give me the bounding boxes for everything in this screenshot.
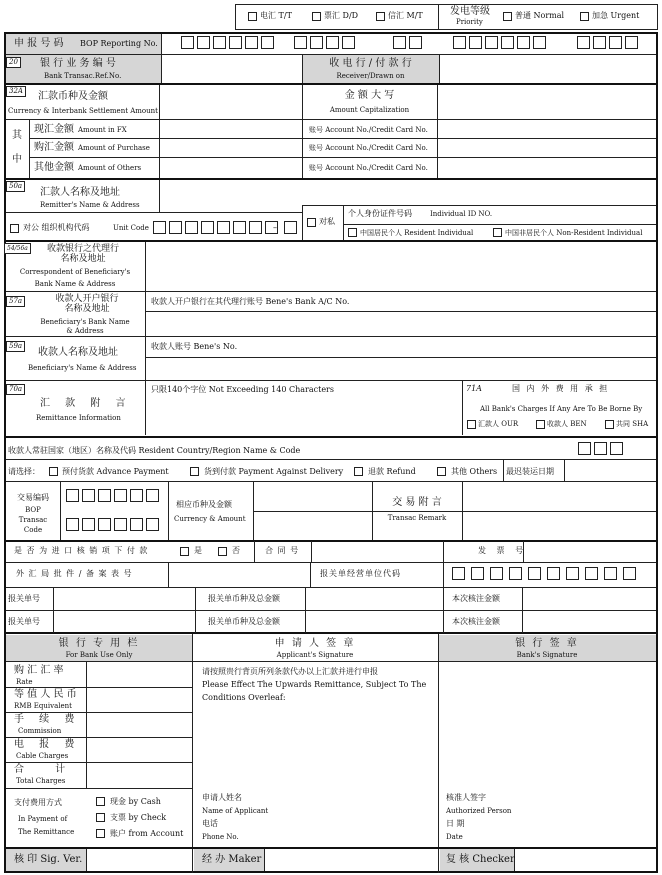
correspondent-l1: 收款银行之代理行	[46, 244, 119, 254]
individual-id-en: Individual ID NO.	[430, 210, 493, 218]
field-59a-tag: 59a	[6, 341, 25, 352]
field-71a-tag: 71A	[466, 384, 482, 393]
correspondent-en2: Bank Name & Address	[34, 280, 116, 288]
others-amount-label: 其他金额	[34, 162, 74, 173]
dd-label: 票汇 D/D	[324, 11, 359, 20]
others-account-label: 账号 Account No./Credit Card No.	[309, 164, 428, 172]
transac-code-2-boxes[interactable]	[66, 518, 159, 531]
bop-reporting-boxes[interactable]	[181, 36, 274, 49]
latest-shipment-label: 最迟装运日期	[506, 467, 554, 476]
rate-en: Rate	[16, 678, 33, 686]
receiver-label: 收 电 行 / 付 款 行	[329, 58, 412, 69]
sha-checkbox[interactable]	[605, 420, 614, 429]
correspondent-en1: Correspondent of Beneficiary's	[19, 268, 131, 276]
transac-remark-en: Transac Remark	[387, 514, 447, 522]
correspondent-l2: 名称及地址	[60, 254, 106, 264]
normal-checkbox[interactable]	[503, 12, 512, 21]
advance-checkbox[interactable]	[49, 467, 58, 476]
sha-label: 共同 SHA	[616, 420, 649, 428]
refund-checkbox[interactable]	[354, 467, 363, 476]
cable-label: 电 报 费	[14, 739, 81, 750]
private-checkbox[interactable]	[307, 218, 316, 227]
total-label: 合 计	[14, 764, 80, 775]
checker-label: 复 核 Checker	[446, 854, 515, 865]
rate-label: 购 汇 汇 率	[14, 665, 64, 676]
phone-en: Phone No.	[202, 833, 239, 841]
country-code-boxes[interactable]	[578, 442, 623, 455]
applicant-name-en: Name of Applicant	[202, 807, 269, 815]
urgent-label: 加急 Urgent	[592, 11, 640, 20]
bop-reporting-en: BOP Reporting No.	[80, 39, 158, 48]
charges-label: 国 内 外 费 用 承 担	[512, 384, 610, 393]
sig-verify-label: 核 印 Sig. Ver.	[14, 854, 83, 865]
field-70a-tag: 70a	[6, 384, 25, 395]
choose-label: 请选择：	[8, 467, 40, 476]
resident-label: 中国居民个人 Resident Individual	[360, 229, 474, 237]
phone-label: 电话	[202, 819, 218, 828]
others-amount-en: Amount of Others	[78, 164, 142, 172]
corporate-checkbox[interactable]	[10, 224, 19, 233]
normal-label: 普通 Normal	[515, 11, 565, 20]
cash-label: 现金 by Cash	[110, 797, 161, 806]
purchase-label: 购汇金额	[34, 142, 74, 153]
import-question: 是 否 为 进 口 核 销 项 下 付 款	[14, 546, 149, 555]
fx-en: Amount in FX	[78, 126, 127, 134]
char-limit-label: 只限140个字位 Not Exceeding 140 Characters	[151, 385, 334, 394]
maker-label: 经 办 Maker	[202, 854, 262, 865]
bene-bank-en2: & Address	[66, 327, 104, 335]
applicant-sig-en: Applicant's Signature	[276, 651, 354, 659]
ben-label: 收款人 BEN	[547, 420, 587, 428]
purchase-account-label: 账号 Account No./Credit Card No.	[309, 144, 428, 152]
unit-code-boxes[interactable]	[153, 221, 278, 234]
remittance-info-en: Remittance Information	[36, 414, 121, 422]
transac-label: Transac	[18, 516, 48, 524]
fx-account-label: 账号 Account No./Credit Card No.	[309, 126, 428, 134]
commission-label: 手 续 费	[14, 714, 81, 725]
payment-en1: In Payment of	[18, 815, 68, 823]
receiver-en: Receiver/Drawn on	[336, 72, 405, 80]
yes-checkbox[interactable]	[180, 547, 189, 556]
field-57a-tag: 57a	[6, 296, 25, 307]
currency-amount-label: 汇款币种及金额	[38, 91, 108, 102]
account-checkbox[interactable]	[96, 829, 105, 838]
currency-amount-en-2: Currency & Amount	[174, 515, 246, 523]
authorized-en: Authorized Person	[446, 807, 512, 815]
write-off-label-2: 本次核注金额	[452, 617, 500, 626]
fx-label: 现汇金额	[34, 124, 74, 135]
invoice-label: 发 票 号	[478, 546, 528, 555]
account-label: 账户 from Account	[110, 829, 184, 838]
tt-label: 电汇 T/T	[260, 11, 292, 20]
transac-remark-cn: 交 易 附 言	[392, 497, 442, 508]
urgent-checkbox[interactable]	[580, 12, 589, 21]
bene-bank-account-label: 收款人开户银行在其代理行账号 Bene's Bank A/C No.	[151, 297, 350, 306]
contract-label: 合 同 号	[265, 546, 300, 555]
beneficiary-account-label: 收款人账号 Bene's No.	[151, 342, 238, 351]
field-20-tag: 20	[6, 57, 21, 68]
others-label: 其他 Others	[451, 467, 498, 476]
rmb-en: RMB Equivalent	[14, 702, 72, 710]
bene-bank-l2: 名称及地址	[64, 304, 110, 314]
bene-bank-l1: 收款人开户银行	[55, 294, 119, 304]
others-checkbox[interactable]	[437, 467, 446, 476]
customs-no-label-1: 报关单号	[8, 594, 40, 603]
applicant-instruction-en1: Please Effect The Upwards Remittance, Subject To The	[202, 680, 427, 689]
payment-en2: The Remittance	[18, 828, 75, 836]
priority-en: Priority	[456, 18, 483, 26]
remitter-en: Remitter's Name & Address	[40, 201, 140, 209]
amount-cap-label: 金 额 大 写	[344, 90, 395, 101]
approval-unit-boxes[interactable]	[452, 567, 636, 580]
date-en: Date	[446, 833, 463, 841]
code-label: Code	[23, 526, 43, 534]
beneficiary-label: 收款人名称及地址	[38, 347, 118, 358]
customs-total-label-2: 报关单币种及总金额	[208, 617, 280, 626]
remitter-label: 汇款人名称及地址	[40, 187, 120, 198]
resident-checkbox[interactable]	[348, 228, 357, 237]
private-label: 对私	[319, 217, 335, 226]
write-off-label-1: 本次核注金额	[452, 594, 500, 603]
our-label: 汇款人 OUR	[478, 420, 519, 428]
field-32a-tag: 32A	[6, 86, 26, 97]
check-checkbox[interactable]	[96, 813, 105, 822]
bop-reporting-label: 申 报 号 码	[14, 38, 64, 49]
applicant-instruction-en2: Conditions Overleaf:	[202, 693, 286, 702]
unit-code-label: 报关单经营单位代码	[320, 569, 401, 578]
commission-en: Commission	[18, 727, 62, 735]
dd-checkbox[interactable]	[312, 12, 321, 21]
bop-label: BOP	[25, 506, 41, 514]
among-zhong: 中	[12, 154, 22, 165]
rmb-label: 等 值 人 民 币	[14, 689, 77, 700]
advance-label: 预付货款 Advance Payment	[62, 467, 169, 476]
bank-ref-en: Bank Transac.Ref.No.	[44, 72, 122, 80]
currency-amount-cn: 相应币种及金额	[176, 500, 232, 509]
priority-label: 发电等级	[450, 6, 490, 17]
bank-sig-label: 银 行 签 章	[515, 638, 579, 649]
bank-ref-label: 银 行 业 务 编 号	[40, 58, 116, 69]
customs-total-label-1: 报关单币种及总金额	[208, 594, 280, 603]
bank-sig-en: Bank's Signature	[516, 651, 578, 659]
individual-id-label: 个人身份证件号码	[348, 209, 412, 218]
purchase-en: Amount of Purchase	[78, 144, 150, 152]
field-54a-tag: 54/56a	[4, 243, 31, 254]
tt-checkbox[interactable]	[248, 12, 257, 21]
refund-label: 退款 Refund	[368, 467, 416, 476]
mt-checkbox[interactable]	[376, 12, 385, 21]
resident-country-label: 收款人常驻国家（地区）名称及代码 Resident Country/Region Name & Code	[8, 446, 301, 455]
charges-en: All Bank's Charges If Any Are To Be Borne By	[480, 405, 643, 413]
no-checkbox[interactable]	[218, 547, 227, 556]
beneficiary-en: Beneficiary's Name & Address	[28, 364, 137, 372]
no-label: 否	[232, 546, 240, 555]
nonresident-label: 中国非居民个人 Non-Resident Individual	[505, 229, 643, 237]
cable-en: Cable Charges	[16, 752, 69, 760]
currency-amount-en: Currency & Interbank Settlement Amount	[8, 107, 158, 115]
our-checkbox[interactable]	[467, 420, 476, 429]
delivery-label: 货到付款 Payment Against Delivery	[204, 467, 344, 476]
transac-code-1-boxes[interactable]	[66, 489, 159, 502]
nonresident-checkbox[interactable]	[493, 228, 502, 237]
payment-method-label: 支付费用方式	[14, 798, 62, 807]
bank-use-label: 银 行 专 用 栏	[58, 638, 140, 649]
field-50a-tag: 50a	[6, 181, 25, 192]
remittance-info-label: 汇 款 附 言	[40, 398, 132, 409]
cash-checkbox[interactable]	[96, 797, 105, 806]
ben-checkbox[interactable]	[536, 420, 545, 429]
corporate-label: 对公 组织机构代码	[23, 223, 90, 232]
among-qi: 其	[12, 130, 22, 141]
approval-label: 外 汇 局 批 件 / 备 案 表 号	[16, 569, 133, 578]
applicant-name-label: 申请人姓名	[202, 793, 242, 802]
amount-cap-en: Amount Capitalization	[329, 106, 410, 114]
check-label: 支票 by Check	[110, 813, 167, 822]
total-en: Total Charges	[16, 777, 66, 785]
bank-use-en: For Bank Use Only	[65, 651, 133, 659]
unit-code-en: Unit Code	[113, 224, 149, 232]
yes-label: 是	[194, 546, 202, 555]
applicant-instruction-cn: 请按照贵行背页所列条款代办以上汇款并进行申报	[202, 667, 378, 676]
customs-no-label-2: 报关单号	[8, 617, 40, 626]
bene-bank-en1: Beneficiary's Bank Name	[40, 318, 130, 326]
date-label: 日 期	[446, 819, 465, 828]
applicant-sig-label: 申 请 人 签 章	[274, 638, 356, 649]
delivery-checkbox[interactable]	[190, 467, 199, 476]
transac-code-label: 交易编码	[17, 493, 49, 502]
mt-label: 信汇 M/T	[388, 11, 423, 20]
authorized-label: 核准人签字	[446, 793, 486, 802]
